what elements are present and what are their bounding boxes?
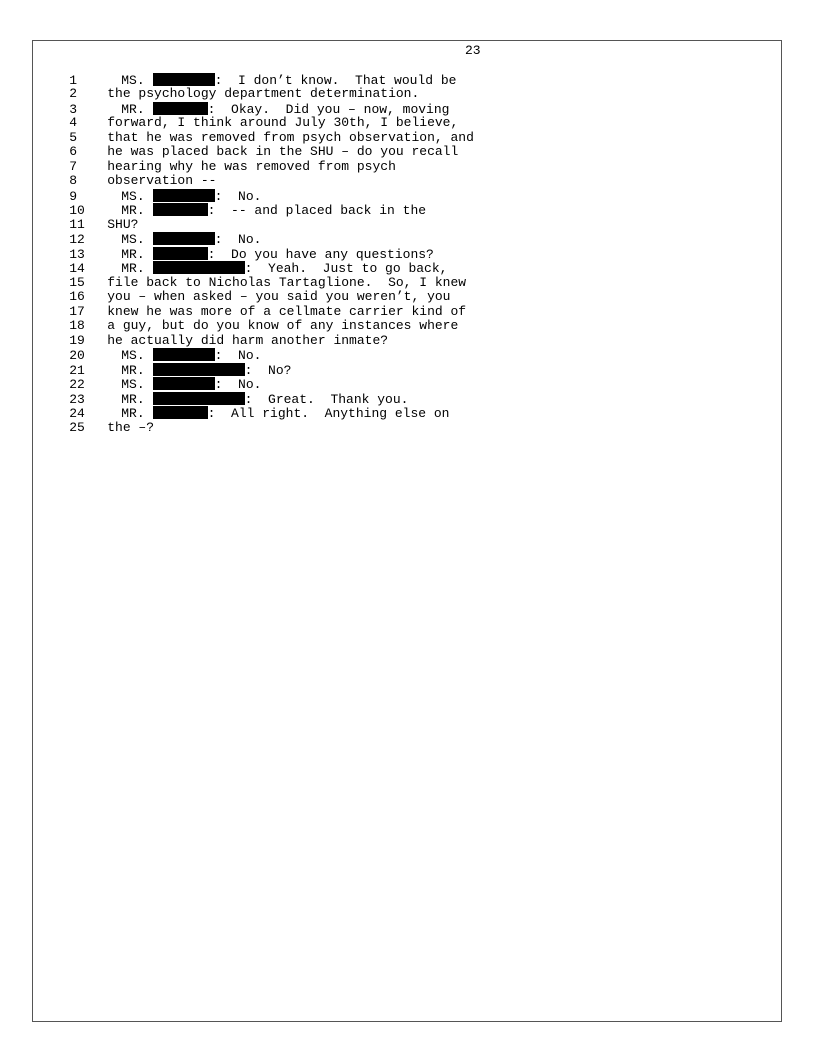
transcript-line [38,406,474,435]
line-text: that he was removed from psych observation, and [107,129,474,145]
transcript-line [38,261,474,290]
transcript-line [38,363,474,392]
line-number: 2 [69,86,78,101]
line-text: : I don’t know. That would be [214,72,457,88]
line-number: 5 [69,129,78,145]
line-text: : No. [214,188,262,204]
line-text: file back to Nicholas Tartaglione. So, I knew [107,274,467,290]
line-text: he was placed back in the SHU – do you recall [107,144,459,159]
speaker-title: MR. [121,261,145,276]
line-text: : No? [244,362,292,378]
line-text: you – when asked – you said you weren’t, you [107,289,451,304]
line-number: 9 [69,188,78,204]
line-number: 11 [69,216,85,232]
speaker-title: MR. [121,101,145,117]
transcript-line [38,102,474,130]
line-text: : -- and placed back in the [207,203,427,218]
line-number: 23 [69,391,85,407]
line-text: : Okay. Did you – now, moving [207,101,450,117]
speaker-title: MS. [121,348,145,363]
transcript-line [38,116,474,145]
transcript-line [38,377,474,407]
transcript-line [38,203,474,232]
line-number: 12 [69,232,85,247]
line-text: the –? [107,419,155,435]
line-text: hearing why he was removed from psych [107,158,396,174]
speaker-title: MS. [121,72,145,88]
transcript-line [38,319,474,348]
transcript-line [38,290,474,319]
line-text: : No. [214,348,262,363]
line-number: 1 [69,72,78,88]
transcript-line [38,218,474,247]
line-text: : Yeah. Just to go back, [244,261,448,276]
transcript-line [38,232,474,262]
transcript-line [38,247,474,276]
line-number: 10 [69,203,85,218]
transcript-line [38,73,474,101]
line-text: : Great. Thank you. [244,391,409,407]
line-text: : Do you have any questions? [207,246,434,262]
speaker-title: MR. [121,391,145,407]
line-text: : All right. Anything else on [207,406,450,421]
transcript-line [38,174,474,204]
speaker-title: MR. [121,406,145,421]
line-number: 21 [69,362,85,378]
line-number: 13 [69,246,85,262]
transcript [38,58,474,435]
line-text: a guy, but do you know of any instances where [107,318,459,333]
line-number: 8 [69,173,78,188]
line-number: 3 [69,101,78,117]
line-text: : No. [214,377,262,392]
line-number: 15 [69,274,85,290]
line-number: 6 [69,144,78,159]
speaker-title: MS. [121,188,145,204]
line-number: 20 [69,348,85,363]
line-number: 19 [69,332,85,348]
line-text: the psychology department determination. [107,86,420,101]
line-number: 4 [69,115,78,130]
line-text: SHU? [107,216,139,232]
line-number: 24 [69,406,85,421]
line-text: forward, I think around July 30th, I believe, [107,115,459,130]
speaker-title: MS. [121,377,145,392]
transcript-line [38,392,474,421]
line-text: knew he was more of a cellmate carrier kind of [107,303,467,319]
line-text: observation -- [107,173,217,188]
line-number: 14 [69,261,85,276]
transcript-line [38,276,474,304]
speaker-title: MR. [121,362,145,378]
line-text: he actually did harm another inmate? [107,332,389,348]
speaker-title: MR. [121,246,145,262]
line-number: 16 [69,289,85,304]
transcript-line [38,131,474,159]
transcript-line [38,334,474,363]
line-text: : No. [214,232,262,247]
speaker-title: MR. [121,203,145,218]
transcript-line [38,348,474,378]
transcript-line [38,189,474,218]
transcript-line [38,305,474,333]
speaker-title: MS. [121,232,145,247]
line-number: 18 [69,318,85,333]
line-number: 17 [69,303,85,319]
transcript-line [38,160,474,188]
line-number: 25 [69,419,85,435]
line-number: 7 [69,158,78,174]
line-number: 22 [69,377,85,392]
transcript-line [38,145,474,174]
page-number: 23 [465,43,481,58]
transcript-line [38,87,474,117]
transcript-line [38,58,474,88]
